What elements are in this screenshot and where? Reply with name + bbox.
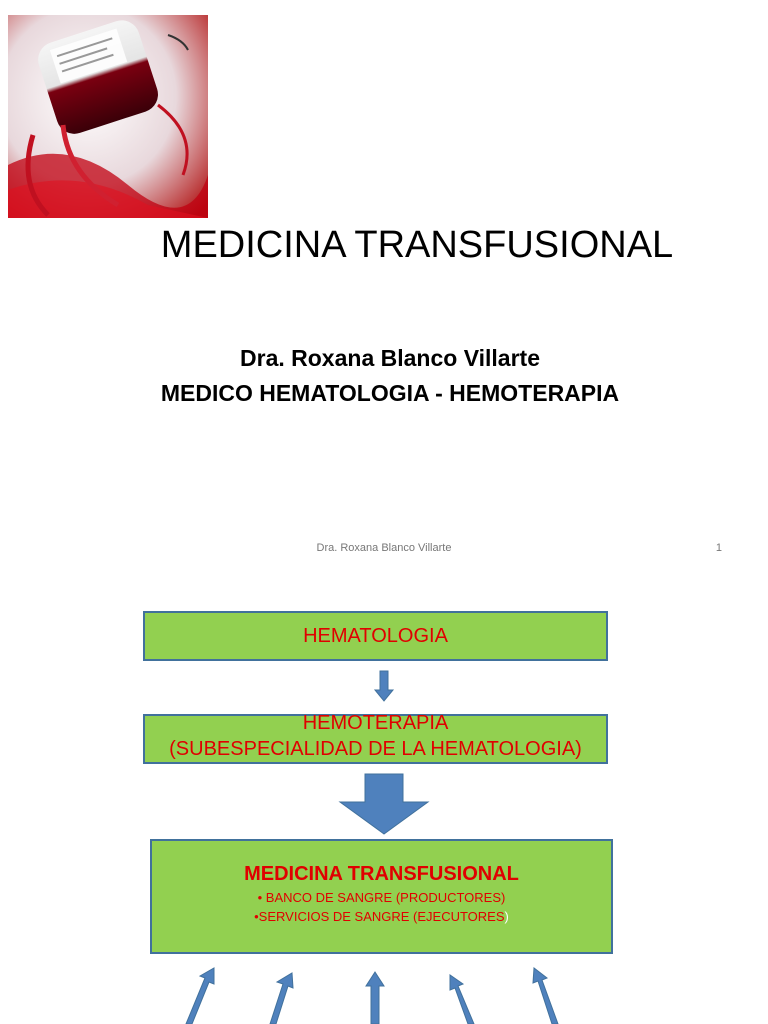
diagram-slide [0, 576, 768, 1024]
servicios-de-sangre-tail: ) [504, 909, 509, 924]
presentation-title: MEDICINA TRANSFUSIONAL [160, 224, 674, 266]
medicina-transfusional-heading: MEDICINA TRANSFUSIONAL [244, 863, 519, 885]
hemoterapia-box [143, 714, 608, 764]
banco-de-sangre-item: • BANCO DE SANGRE (PRODUCTORES) [257, 890, 506, 905]
author-name: Dra. Roxana Blanco Villarte [240, 345, 540, 371]
servicios-de-sangre-item [152, 909, 611, 924]
small-down-arrow [375, 671, 393, 701]
up-arrow-4 [450, 975, 474, 1024]
up-arrow-1 [186, 968, 214, 1024]
hematologia-box [143, 611, 608, 661]
blood-bag-photo [8, 15, 208, 218]
hematologia-label: HEMATOLOGIA [303, 625, 448, 647]
author-role: MEDICO HEMATOLOGIA - HEMOTERAPIA [160, 380, 620, 406]
hemoterapia-label: HEMOTERAPIA [302, 712, 449, 734]
slide-page-number: 1 [715, 542, 722, 554]
hemoterapia-sublabel: (SUBESPECIALIDAD DE LA HEMATOLOGIA) [169, 738, 582, 760]
medicina-transfusional-box [150, 839, 613, 954]
up-arrow-2 [270, 973, 293, 1024]
up-arrow-3 [366, 972, 384, 1024]
up-arrow-5 [533, 968, 558, 1024]
servicios-de-sangre-text: •SERVICIOS DE SANGRE (EJECUTORES [254, 909, 505, 924]
large-down-arrow [340, 774, 428, 834]
slide-footer-author: Dra. Roxana Blanco Villarte [316, 542, 452, 554]
